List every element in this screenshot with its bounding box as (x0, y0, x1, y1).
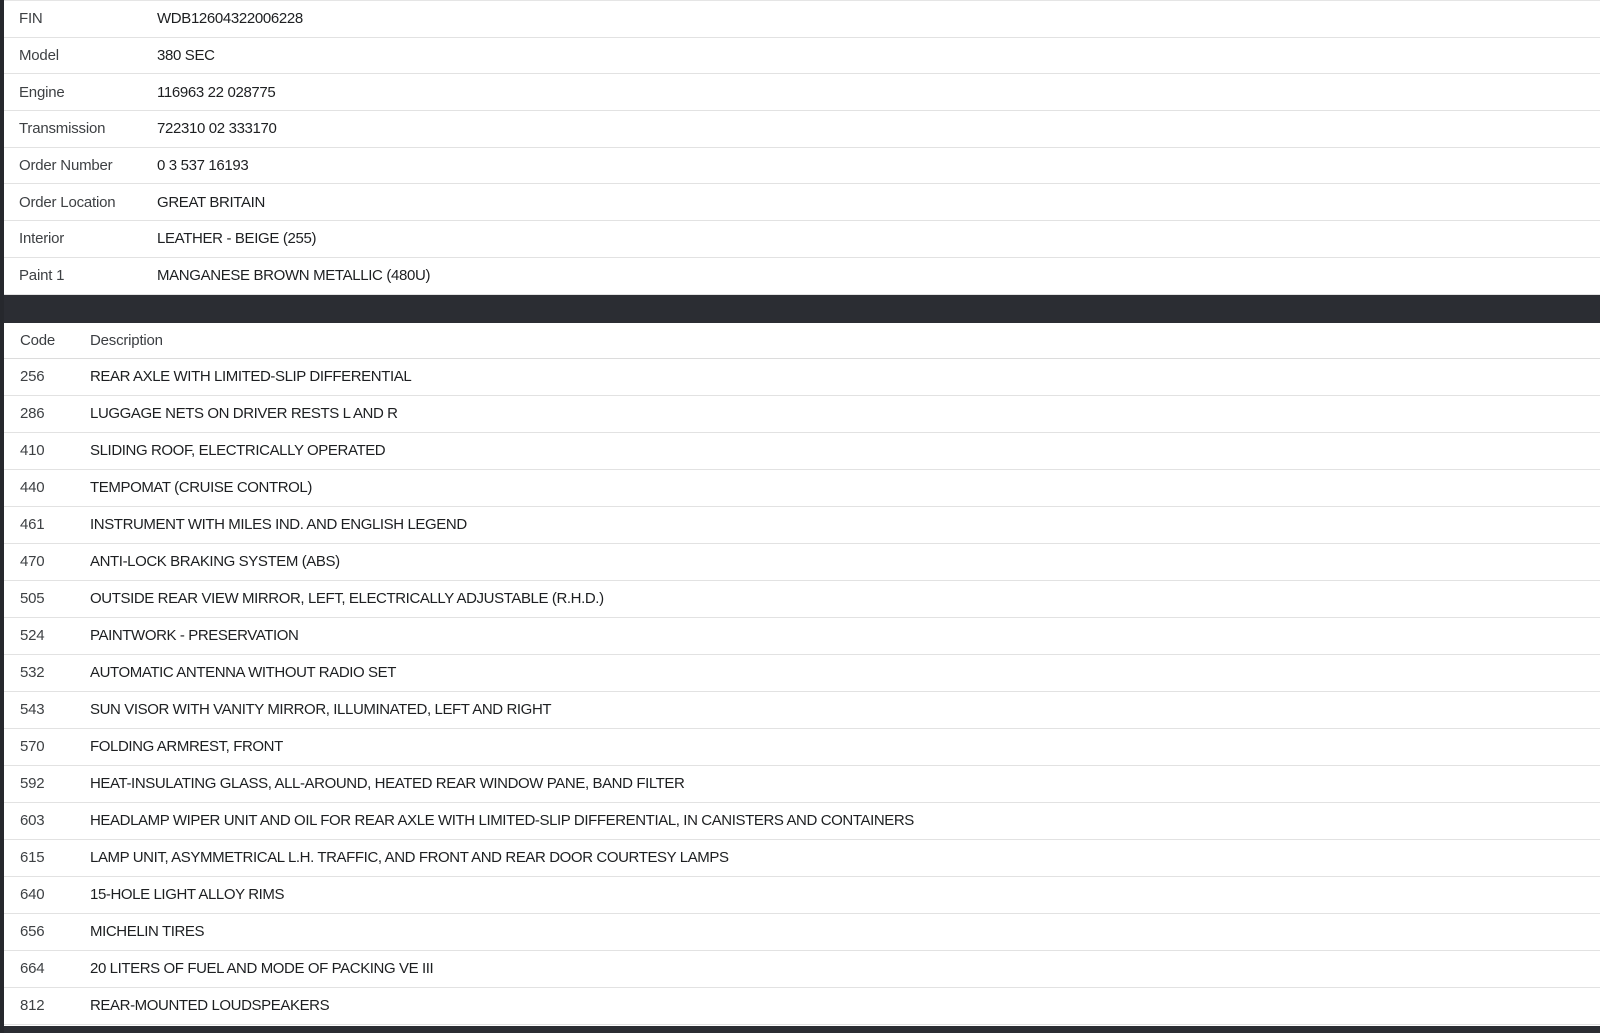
spec-value: 380 SEC (157, 47, 215, 65)
code-row (0, 581, 1600, 618)
code-row (0, 396, 1600, 433)
code-row (0, 877, 1600, 914)
option-description: 15-HOLE LIGHT ALLOY RIMS (90, 886, 285, 903)
option-description: HEADLAMP WIPER UNIT AND OIL FOR REAR AXLE WITH LIMITED-SLIP DIFFERENTIAL, IN CANISTERS AND CONTAINERS (90, 812, 914, 829)
spec-value: MANGANESE BROWN METALLIC (480U) (157, 267, 431, 285)
spec-label: Order Number (19, 157, 113, 175)
option-code: 812 (20, 997, 45, 1014)
option-description: AUTOMATIC ANTENNA WITHOUT RADIO SET (90, 664, 397, 681)
spec-row (0, 148, 1600, 185)
spec-label: Model (19, 47, 59, 65)
spec-value: 116963 22 028775 (157, 83, 276, 101)
spec-row (0, 184, 1600, 221)
code-row (0, 803, 1600, 840)
spec-row (0, 258, 1600, 295)
option-code: 524 (20, 627, 45, 644)
spec-row (0, 221, 1600, 258)
option-description: MICHELIN TIRES (90, 923, 205, 940)
code-row (0, 988, 1600, 1025)
code-row (0, 692, 1600, 729)
option-code: 532 (20, 664, 45, 681)
spec-row (0, 74, 1600, 111)
code-row (0, 729, 1600, 766)
code-column-header: Code (20, 331, 56, 349)
spec-label: Interior (19, 230, 65, 248)
code-row (0, 914, 1600, 951)
option-description: LAMP UNIT, ASYMMETRICAL L.H. TRAFFIC, AND FRONT AND REAR DOOR COURTESY LAMPS (90, 849, 729, 866)
spec-value: GREAT BRITAIN (157, 193, 265, 211)
spec-value: 722310 02 333170 (157, 120, 277, 138)
option-code: 615 (20, 849, 45, 866)
code-row (0, 951, 1600, 988)
spec-label: Engine (19, 83, 65, 101)
code-row (0, 507, 1600, 544)
description-column-header: Description (90, 331, 163, 349)
option-description: LUGGAGE NETS ON DRIVER RESTS L AND R (90, 405, 398, 422)
left-edge-bar (0, 0, 4, 1033)
spec-label: FIN (19, 10, 43, 28)
option-description: TEMPOMAT (CRUISE CONTROL) (90, 479, 312, 496)
option-code: 505 (20, 590, 45, 607)
code-row (0, 840, 1600, 877)
spec-label: Transmission (19, 120, 106, 138)
option-code: 286 (20, 405, 45, 422)
spec-value: WDB12604322006228 (157, 10, 303, 28)
spec-label: Order Location (19, 193, 116, 211)
vehicle-spec-table (0, 0, 1600, 295)
option-code: 440 (20, 479, 45, 496)
spec-row (0, 1, 1600, 38)
spec-row (0, 111, 1600, 148)
option-description: FOLDING ARMREST, FRONT (90, 738, 283, 755)
option-description: 20 LITERS OF FUEL AND MODE OF PACKING VE III (90, 960, 434, 977)
option-code: 470 (20, 553, 45, 570)
option-code: 656 (20, 923, 45, 940)
option-description: HEAT-INSULATING GLASS, ALL-AROUND, HEATED REAR WINDOW PANE, BAND FILTER (90, 775, 685, 792)
option-code: 256 (20, 368, 45, 385)
option-code: 570 (20, 738, 45, 755)
bottom-edge-bar (0, 1026, 1600, 1033)
spec-value: LEATHER - BEIGE (255) (157, 230, 317, 248)
section-divider-band (0, 295, 1600, 323)
code-row (0, 766, 1600, 803)
code-row (0, 618, 1600, 655)
code-row (0, 433, 1600, 470)
codes-table-header (0, 323, 1600, 359)
option-code: 592 (20, 775, 45, 792)
option-description: SUN VISOR WITH VANITY MIRROR, ILLUMINATED, LEFT AND RIGHT (90, 701, 552, 718)
code-row (0, 470, 1600, 507)
spec-value: 0 3 537 16193 (157, 157, 249, 175)
code-row (0, 544, 1600, 581)
option-code: 664 (20, 960, 45, 977)
equipment-codes-table (0, 323, 1600, 1025)
option-code: 543 (20, 701, 45, 718)
codes-table-body (0, 359, 1600, 1025)
option-description: REAR AXLE WITH LIMITED-SLIP DIFFERENTIAL (90, 368, 412, 385)
option-description: REAR-MOUNTED LOUDSPEAKERS (90, 997, 330, 1014)
code-row (0, 359, 1600, 396)
option-code: 603 (20, 812, 45, 829)
option-description: OUTSIDE REAR VIEW MIRROR, LEFT, ELECTRICALLY ADJUSTABLE (R.H.D.) (90, 590, 604, 607)
option-description: PAINTWORK - PRESERVATION (90, 627, 299, 644)
option-description: SLIDING ROOF, ELECTRICALLY OPERATED (90, 442, 386, 459)
spec-label: Paint 1 (19, 267, 65, 285)
option-description: INSTRUMENT WITH MILES IND. AND ENGLISH LEGEND (90, 516, 467, 533)
option-code: 410 (20, 442, 45, 459)
option-code: 461 (20, 516, 45, 533)
spec-row (0, 38, 1600, 75)
code-row (0, 655, 1600, 692)
option-description: ANTI-LOCK BRAKING SYSTEM (ABS) (90, 553, 340, 570)
option-code: 640 (20, 886, 45, 903)
